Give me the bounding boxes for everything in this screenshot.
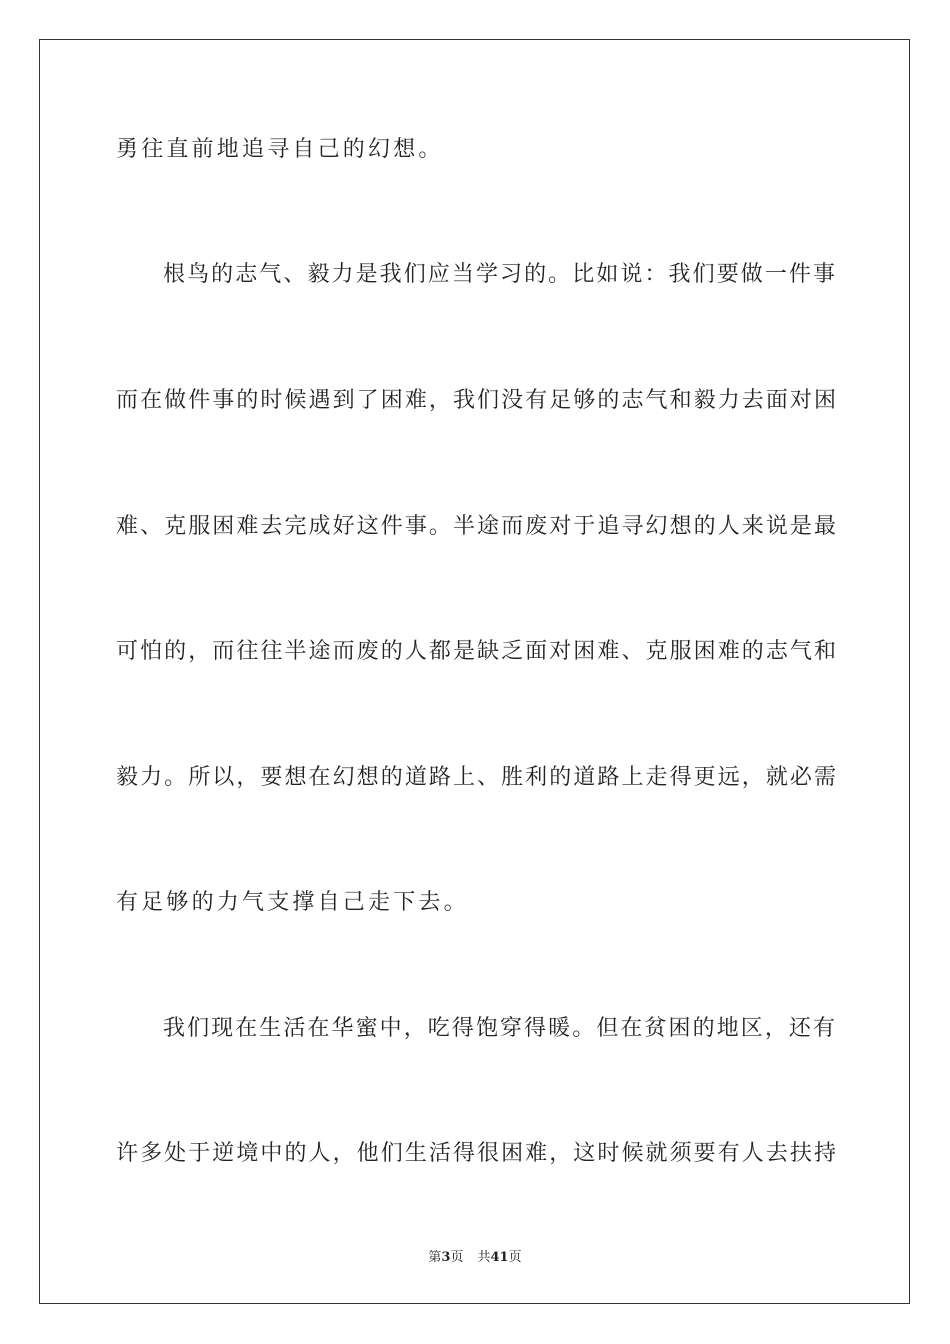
total-page-count: 41 (490, 1250, 509, 1265)
page-prefix: 第 (428, 1250, 442, 1265)
text-line: 我们现在生活在华蜜中，吃得饱穿得暖。但在贫困的地区，还有 (163, 1016, 835, 1041)
text-line: 可怕的，而往往半途而废的人都是缺乏面对困难、克服困难的志气和 (116, 639, 836, 664)
text-line: 勇往直前地追寻自己的幻想。 (116, 137, 444, 162)
page-frame (39, 39, 910, 1304)
text-line: 毅力。所以，要想在幻想的道路上、胜利的道路上走得更远，就必需 (116, 765, 836, 790)
text-line: 有足够的力气支撑自己走下去。 (116, 890, 469, 915)
text-line: 许多处于逆境中的人，他们生活得很困难，这时候就须要有人去扶持 (116, 1141, 836, 1166)
page-suffix: 页 (450, 1250, 464, 1265)
total-suffix: 页 (508, 1250, 522, 1265)
text-line: 而在做件事的时候遇到了困难，我们没有足够的志气和毅力去面对困 (116, 388, 836, 413)
text-line: 根鸟的志气、毅力是我们应当学习的。比如说：我们要做一件事 (163, 262, 835, 287)
current-page-number: 3 (441, 1250, 451, 1265)
text-line: 难、克服困难去完成好这件事。半途而废对于追寻幻想的人来说是最 (116, 514, 836, 539)
page-footer (0, 1246, 950, 1265)
total-prefix: 共 (477, 1250, 491, 1265)
